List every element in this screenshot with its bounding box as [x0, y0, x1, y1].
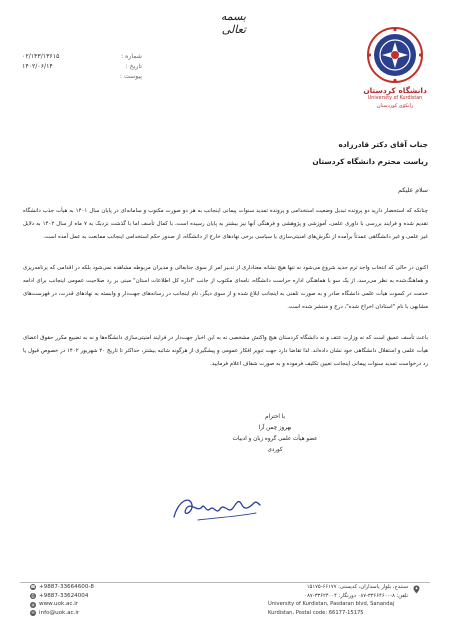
paragraph-1: چنانکه که استحضار دارید دو پرونده تبدیل وضعیت استخدامی و پرونده تمدید سنوات پیمانی اینجانب به هر دو صورت مکتوب و سامانه‌ای در پایان سال ۱۴۰۱ به هیأت جذب دانشگاه تقدیم شده و فرایند بررسی با داوری علمی، آموزشی و پژوهشی و فرهنگی آنها نیز بیشتر به پایان رسیده است، با کمال تأسف اما با گذشت نزدیک به ۷ ماه از سال ۱۴۰۲ به دلایل غیر علمی و غیر دانشگاهی عمدتاً برآمده از نگرش‌های امنیتی‌سازی یا سیاسی برخی نهادهای خارج از دانشگاه، از صدور حکم استخدامی اینجانب ممانعت به عمل آمده است.: [23, 208, 429, 240]
university-name-fa: دانشگاه کردستان: [363, 86, 427, 95]
footer-fax: +9887-33624004: [39, 592, 89, 599]
ref-date-value: ۱۴۰۲/۰۶/۱۴: [22, 63, 53, 70]
university-name-ku: زانکۆی کوردستان: [376, 103, 414, 109]
footer-phone-fa: تلفن: ۸-۳۳۶۶۴۶۰۰-۰۸۷ دورنگار: ۳۳۶۲۴۰۰۴-۰۸۷: [304, 592, 408, 599]
handwritten-signature: [168, 487, 264, 527]
reference-block: [22, 52, 142, 82]
footer-web-row: [30, 600, 110, 609]
footer-fax-row: [30, 592, 110, 601]
footer-phone-row: [30, 583, 110, 592]
university-logo: [366, 26, 424, 84]
mail-icon: ✉: [31, 610, 35, 616]
addressee-position: ریاست محترم دانشگاه کردستان: [312, 157, 428, 166]
ref-attachment-label: پیوست :: [119, 73, 142, 80]
paragraph-2: اکنون در حالی که انتخاب واحد ترم جدید شروع می‌شود نه تنها هیچ نشانه معناداری از تدبیر امر از سوی جنابعالی و مدیران مربوطه مشاهده نمی‌شود بلکه در اقدامی که برنامه‌ریزی و هماهنگ‌شده به نظر می‌رسد، از یک سو با هماهنگی اداره حراست دانشگاه، نامه‌ای مکتوب از جانب "اداره کل اطلاعات استان" مبنی بر رد صلاحیت عمومی اینجانب برای ادامه خدمت در کسوت هیأت علمی دانشگاه صادر و به صورت تلفنی به اینجانب ابلاغ شده و از سوی دیگر، نام اینجانب در رسانه‌های جهت‌دار و وابسته به نهادهای قدرت، در فهرست‌های مشابهی با نام "استادان اخراج شده"، درج و منتشر شده است.: [23, 265, 428, 310]
location-pin-icon: [413, 585, 420, 594]
greeting: سلام علیکم: [398, 187, 428, 194]
bismillah: بسمه تعالی: [220, 10, 246, 36]
ref-date-label: تاریخ :: [125, 63, 142, 70]
footer-email-row: [30, 609, 110, 618]
footer-web[interactable]: www.uok.ac.ir: [39, 601, 79, 608]
ref-number-value: ۰۲/۱۴۳/۱۳۶۱۵: [22, 53, 60, 60]
footer-email[interactable]: info@uok.ac.ir: [39, 610, 80, 617]
ref-attachment-row: [22, 72, 142, 82]
footer-address: [260, 583, 408, 618]
footer-address-fa: سنندج، بلوار پاسداران، کدپستی: ۶۶۱۷۷-۱۵۱۷۵: [306, 584, 408, 590]
footer-address-en-1: University of Kurdistan, Pasdaran blvd, Sanandaj: [268, 601, 395, 608]
fax-icon: ⎙: [31, 593, 35, 599]
sender-name: بهروز چمن آرا: [258, 425, 292, 431]
university-name-en: University of Kurdistan: [367, 96, 423, 101]
closing-block: [230, 412, 320, 456]
paragraph-3: باعث تأسف عمیق است که نه وزارت عتف و نه دانشگاه کردستان هیچ واکنش مشخصی نه به این اخبار جهت‌دار در فرایند امنیتی‌سازی دانشگاه‌ها و نه به تضییع مکرر حقوق اعضای هیأت علمی و استقلال دانشگاهی خود نشان داده‌اند. لذا تقاضا دارد جهت تنویر افکار عمومی و پیشگیری از هرگونه شائبه بیشتر، حداکثر تا تاریخ ۲۰ شهریور ۱۴۰۲ در خصوص قبول یا رد درخواست تمدید سنوات پیمانی اینجانب تعیین تکلیف فرموده و به صورت شفاف اعلام فرمایید.: [23, 335, 428, 367]
sender-title: عضو هیأت علمی گروه زبان و ادبیات کوردی: [232, 436, 318, 453]
ref-number-row: [22, 52, 142, 62]
globe-icon: ◍: [31, 601, 35, 607]
footer-address-en-2: Kurdistan, Postal code: 66177-15175: [268, 610, 364, 617]
closing-phrase: با احترام: [265, 414, 285, 420]
footer-contacts: [30, 583, 110, 618]
phone-icon: ☎: [30, 584, 36, 590]
ref-number-label: شماره :: [121, 53, 142, 60]
footer-phone: +9887-33664600-8: [39, 584, 94, 590]
addressee: جناب آقای دکتر قادرزاده: [338, 140, 428, 149]
ref-date-row: [22, 62, 142, 72]
